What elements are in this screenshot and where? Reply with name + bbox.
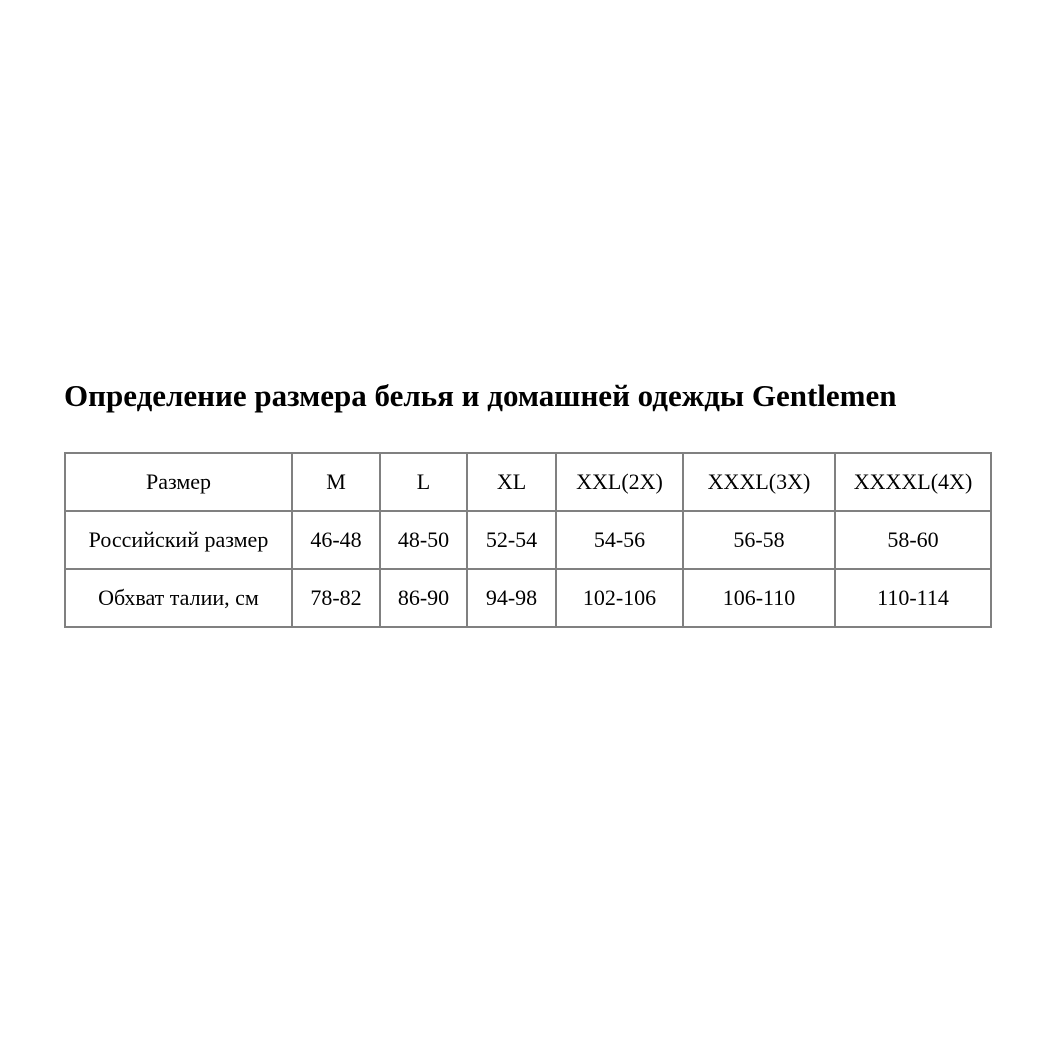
header-cell-xxl: XXL(2X): [556, 453, 683, 511]
page-title: Определение размера белья и домашней одежды Gentlemen: [64, 378, 897, 413]
table-cell: 102-106: [556, 569, 683, 627]
table-cell: 86-90: [380, 569, 467, 627]
table-cell: 46-48: [292, 511, 380, 569]
size-chart-table: [64, 452, 992, 628]
header-cell-m: M: [292, 453, 380, 511]
table-row-russian-size: [65, 511, 991, 569]
table-cell: 52-54: [467, 511, 556, 569]
header-cell-size: Размер: [65, 453, 292, 511]
header-cell-xxxl: XXXL(3X): [683, 453, 835, 511]
table-cell: 94-98: [467, 569, 556, 627]
table-cell: 54-56: [556, 511, 683, 569]
table-cell: 110-114: [835, 569, 991, 627]
row-label: Российский размер: [65, 511, 292, 569]
table-header-row: [65, 453, 991, 511]
table-row-waist: [65, 569, 991, 627]
header-cell-l: L: [380, 453, 467, 511]
table-cell: 58-60: [835, 511, 991, 569]
table-cell: 78-82: [292, 569, 380, 627]
table-cell: 106-110: [683, 569, 835, 627]
row-label: Обхват талии, см: [65, 569, 292, 627]
header-cell-xxxxl: XXXXL(4X): [835, 453, 991, 511]
header-cell-xl: XL: [467, 453, 556, 511]
table-cell: 56-58: [683, 511, 835, 569]
table-cell: 48-50: [380, 511, 467, 569]
